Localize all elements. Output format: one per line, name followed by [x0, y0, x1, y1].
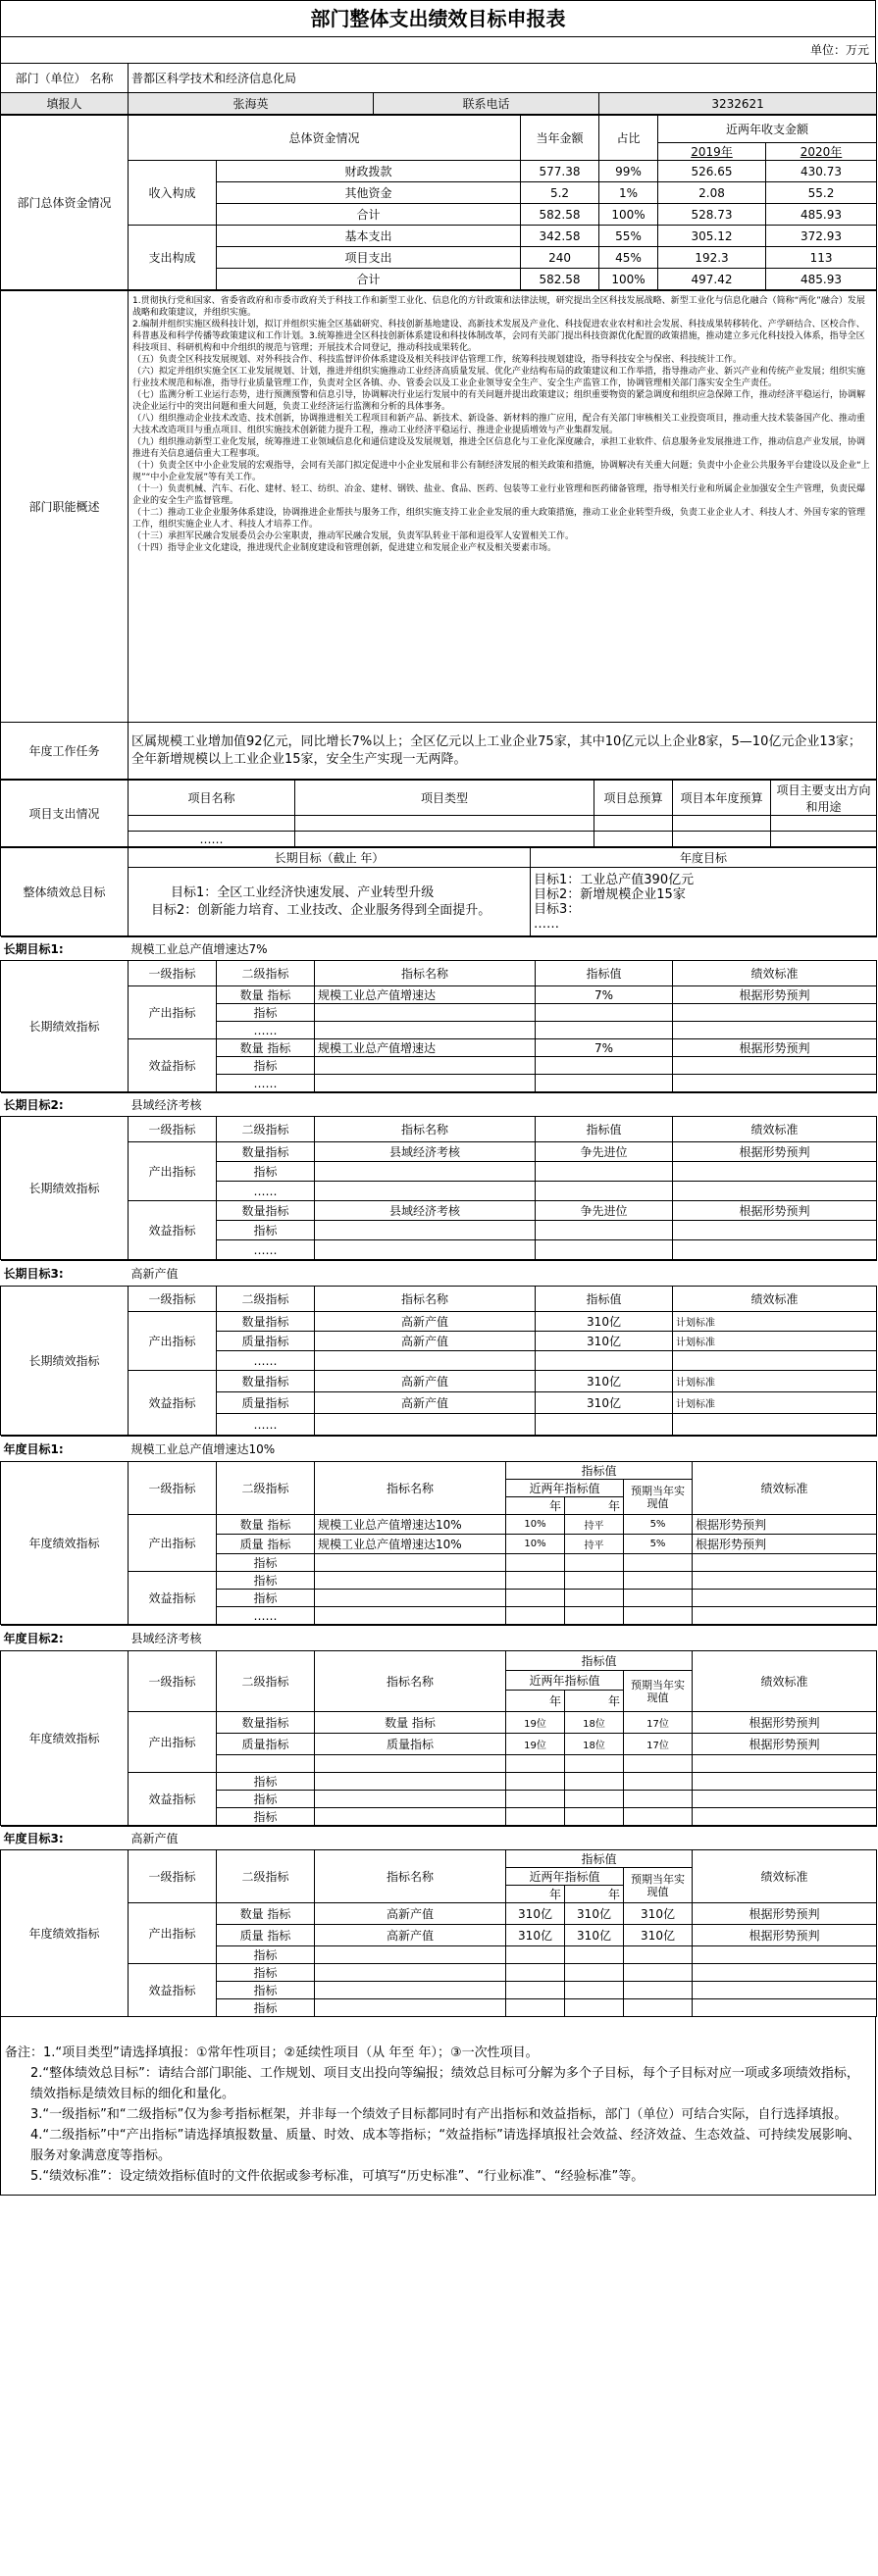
form-title: 部门整体支出绩效目标申报表: [0, 0, 876, 37]
income-row-y1: 2.08: [658, 182, 766, 204]
quantity-indicator: 数量指标: [217, 1312, 315, 1332]
benefit-indicator: 效益指标: [129, 1371, 217, 1436]
output-indicator: 产出指标: [129, 1515, 217, 1572]
quantity-indicator: 数量 指标: [217, 1039, 315, 1057]
more-row: ……: [217, 1607, 315, 1625]
duties-table: [0, 290, 877, 780]
projects-label: 项目支出情况: [1, 781, 129, 847]
indicator-standard: 计划标准: [673, 1332, 877, 1351]
indicator-name: 规模工业总产值增速达: [315, 986, 536, 1004]
indicator-blank: 指标: [217, 1791, 315, 1808]
expense-row-name: 基本支出: [217, 226, 521, 247]
long-goal-header: 长期目标（截止 年）: [129, 848, 531, 868]
ind-val-header: 指标值: [506, 1651, 693, 1671]
long-goals: [129, 868, 531, 936]
quality-indicator: 质量指标: [217, 1332, 315, 1351]
expected-val-header: 预期当年实现值: [624, 1671, 693, 1712]
indicator-name: 高新产值: [315, 1925, 506, 1946]
indicator-blank: 指标: [217, 1554, 315, 1572]
indicator-standard: 根据形势预判: [673, 1201, 877, 1221]
more-row: ……: [217, 1022, 315, 1039]
year-perf-label: 年度绩效指标: [1, 1462, 129, 1625]
phone-value: 3232621: [599, 93, 877, 115]
ind-name-header: 指标名称: [315, 1462, 506, 1515]
indicator-standard: 根据形势预判: [693, 1712, 877, 1734]
lvl1-header: 一级指标: [129, 1850, 217, 1903]
indicator-name: 质量指标: [315, 1734, 506, 1755]
long-goal-3-text: 高新产值: [129, 1261, 877, 1287]
ind-val-header: 指标值: [506, 1462, 693, 1480]
year-goal-2-head: 年度目标2:: [1, 1626, 129, 1651]
indicator-value: 310亿: [536, 1371, 673, 1392]
duties-text: [129, 291, 877, 723]
indicator-blank: 指标: [217, 1162, 315, 1182]
ind-val-header: 指标值: [506, 1850, 693, 1868]
duty-line: 2.编制并组织实施区级科技计划，拟订并组织实施全区基础研究、科技创新基地建设、高新技术发展及产业化、科技促进农业农村和社会发展、科技成果转移转化、产学研结合、区校合作、科普惠及和科学传播等政策建议和工作计划。3.统筹推进全区科技创新体系建设和科技体制改革，会同有关部门提出科技资源优化配置的政策措施，推动建立多元化科技投入体系，指导全区科技项目、科研机构和中介组织的规范与管理；开展技术合同登记，推动科技成果转化。: [132, 320, 865, 353]
income-row-name: 其他资金: [217, 182, 521, 204]
quantity-indicator: 数量指标: [217, 1142, 315, 1162]
project-direction-header: 项目主要支出方向和用途: [771, 781, 877, 816]
indicator-name: 高新产值: [315, 1392, 536, 1414]
duty-line: （十二）推动工业企业服务体系建设，协调推进企业帮扶与服务工作，组织实施支持工业企业发展的重大政策措施，推动工业企业转型升级，负责工业企业人才、科技人才、外国专家的管理工作，组织实施企业人才、科技人才培养工作。: [132, 508, 866, 530]
duty-line: （九）组织推动新型工业化发展，统筹推进工业领域信息化和通信建设及发展规划，推进全区信息化与工业化深度融合，承担工业软件、信息服务业发展推进工作，推动信息产业发展，协调推进有关信息通信重大工程事项。: [132, 437, 866, 459]
overall-goal-table: [0, 847, 877, 936]
indicator-blank: 指标: [217, 1773, 315, 1791]
expense-row-ratio: 45%: [599, 247, 658, 269]
note-line: 2.“整体绩效总目标”：请结合部门职能、工作规划、项目支出投向等编报；绩效总目标可分解为多个子目标，每个子目标对应一项或多项绩效指标，绩效指标是绩效目标的细化和量化。: [30, 2066, 859, 2101]
duty-line: （六）拟定并组织实施全区工业发展规划、计划，推进并组织实施推动工业经济高质量发展、优化产业结构布局的政策建议和工作举措，指导推动产业、新兴产业和传统产业发展；组织实施行业技术规范和标准，指导行业质量管理工作，负责对全区各镇、办、管委会以及工业企业领导安全生产、安全生产监管工作，协调管理相关部门落实安全生产责任。: [132, 367, 866, 388]
indicator-blank: 指标: [217, 1999, 315, 2017]
expense-total-amount: 582.58: [521, 269, 599, 290]
indicator-standard: 计划标准: [673, 1392, 877, 1414]
year-word: 年: [548, 1694, 561, 1708]
long-goal-1-head: 长期目标1:: [1, 937, 129, 961]
year-goal-line: 目标3：: [534, 901, 581, 917]
year-goal-2-table: [0, 1625, 877, 1826]
quantity-indicator: 数量 指标: [217, 1515, 315, 1535]
output-indicator: 产出指标: [129, 1312, 217, 1371]
income-total-name: 合计: [217, 204, 521, 226]
income-row-name: 财政拨款: [217, 161, 521, 182]
expense-total-ratio: 100%: [599, 269, 658, 290]
year-word: 年: [607, 1694, 620, 1708]
year-goal-1-table: [0, 1436, 877, 1625]
lvl2-header: 二级指标: [217, 1117, 315, 1142]
indicator-standard: 根据形势预判: [673, 1039, 877, 1057]
indicator-blank: 指标: [217, 1057, 315, 1075]
indicator-standard: 根据形势预判: [693, 1903, 877, 1925]
year1-header: 2019年: [658, 143, 766, 161]
income-row-ratio: 99%: [599, 161, 658, 182]
expense-row-ratio: 55%: [599, 226, 658, 247]
dept-value: 普都区科学技术和经济信息化局: [129, 64, 877, 93]
indicator-value: 310亿: [536, 1332, 673, 1351]
more-row: ……: [217, 1075, 315, 1092]
long-goal-1-table: [0, 936, 877, 1092]
income-row-amount: 5.2: [521, 182, 599, 204]
income-total-amount: 582.58: [521, 204, 599, 226]
indicator-v1: 10%: [506, 1535, 565, 1554]
recent-val-header: 近两年指标值: [506, 1671, 624, 1691]
indicator-v2: 持平: [565, 1515, 624, 1535]
note-line: 备注：1.“项目类型”请选择填报：①常年性项目；②延续性项目（从 年至 年）；③一次性项目。: [5, 2046, 539, 2060]
indicator-blank: 指标: [217, 1808, 315, 1826]
lvl2-header: 二级指标: [217, 1651, 315, 1712]
year-goal-line: 目标1：工业总产值390亿元: [534, 872, 695, 887]
indicator-blank: 指标: [217, 1004, 315, 1022]
std-header: 绩效标准: [693, 1651, 877, 1712]
income-label: 收入构成: [129, 161, 217, 226]
year-perf-label: 年度绩效指标: [1, 1651, 129, 1826]
year-word: 年: [548, 1888, 561, 1901]
lvl1-header: 一级指标: [129, 961, 217, 986]
year-perf-label: 年度绩效指标: [1, 1850, 129, 2017]
output-indicator: 产出指标: [129, 1142, 217, 1201]
duty-line: 1.贯彻执行党和国家、省委省政府和市委市政府关于科技工作和新型工业化、信息化的方针政策和法律法规，研究提出全区科技发展战略、新型工业化与信息化融合（简称“两化”融合）发展战略和政策建议，并组织实施。: [132, 296, 865, 318]
lvl1-header: 一级指标: [129, 1462, 217, 1515]
indicator-blank: 指标: [217, 1590, 315, 1607]
note-line: 5.“绩效标准”：设定绩效指标值时的文件依据或参考标准，可填写“历史标准”、“行业标准”、“经验标准”等。: [30, 2169, 645, 2184]
output-indicator: 产出指标: [129, 1712, 217, 1773]
duty-line: （五）负责全区科技发展规划、对外科技合作、科技监督评价体系建设及相关科技评估管理工作，统筹科技规划建设，指导科技安全与保密、科技统计工作。: [132, 355, 743, 365]
year-goal-3-text: 高新产值: [129, 1827, 877, 1850]
year-goal-3-table: [0, 1826, 877, 2017]
long-goal-3-table: [0, 1260, 877, 1436]
indicator-blank: 指标: [217, 1572, 315, 1590]
indicator-v1: 19位: [506, 1712, 565, 1734]
annual-task-label: 年度工作任务: [1, 723, 129, 780]
year-goal-1-head: 年度目标1:: [1, 1437, 129, 1462]
output-indicator: 产出指标: [129, 986, 217, 1039]
expected-val-header: 预期当年实现值: [624, 1480, 693, 1515]
expense-row-amount: 342.58: [521, 226, 599, 247]
quality-indicator: 质量 指标: [217, 1925, 315, 1946]
lvl1-header: 一级指标: [129, 1651, 217, 1712]
notes-section: [0, 2017, 876, 2196]
funds-section-label: 部门总体资金情况: [1, 116, 129, 290]
year-goal-line: 目标2：新增规模企业15家: [534, 886, 686, 902]
duties-label: 部门职能概述: [1, 291, 129, 723]
quantity-indicator: 数量 指标: [217, 986, 315, 1004]
long-goal-2-text: 县域经济考核: [129, 1093, 877, 1117]
year-goal-header: 年度目标: [531, 848, 877, 868]
indicator-v1: 10%: [506, 1515, 565, 1535]
income-total-ratio: 100%: [599, 204, 658, 226]
year-blank: [506, 1497, 565, 1515]
duty-line: （十一）负责机械、汽车、石化、建材、轻工、纺织、冶金、建材、钢铁、盐业、食品、医药、包装等工业行业管理和医药储备管理，指导相关行业和所属企业加强安全生产管理，负责民爆企业的安全生产监督管理。: [132, 484, 866, 506]
expense-label: 支出构成: [129, 226, 217, 290]
duty-line: （八）组织推动企业技术改造、技术创新，协调推进相关工程项目和新产品、新技术、新设备、新材料的推广应用，配合有关部门审核相关工业投资项目，推动重大技术装备国产化、推动重大技术改造项目与重点项目、组织实施技术创新能力提升工程，推动工业经济平稳运行、推进企业提质增效与产业集群发展。: [132, 414, 866, 435]
std-header: 绩效标准: [693, 1850, 877, 1903]
lvl2-header: 二级指标: [217, 1287, 315, 1312]
quantity-indicator: 数量指标: [217, 1712, 315, 1734]
quality-indicator: 质量 指标: [217, 1535, 315, 1554]
indicator-v2: 310亿: [565, 1925, 624, 1946]
quantity-indicator: 数量指标: [217, 1201, 315, 1221]
indicator-standard: 计划标准: [673, 1371, 877, 1392]
year-blank: [565, 1497, 624, 1515]
unit-label: 单位：万元: [0, 37, 876, 63]
indicator-name: 规模工业总产值增速达: [315, 1039, 536, 1057]
indicator-name: 高新产值: [315, 1371, 536, 1392]
indicator-standard: 根据形势预判: [693, 1535, 877, 1554]
lvl2-header: 二级指标: [217, 1462, 315, 1515]
expected-val-header: 预期当年实现值: [624, 1868, 693, 1903]
year-word: 年: [607, 1888, 620, 1901]
indicator-blank: 指标: [217, 1964, 315, 1982]
projects-more: ……: [129, 832, 295, 847]
duty-line: （七）监测分析工业运行态势，进行预测预警和信息引导，协调解决行业运行发展中的有关问题并提出政策建议；组织重要物资的紧急调度和组织应急保障工作，推动经济平稳运行，协调解决企业运行中的突出问题和重大问题，负责工业经济运行监测和分析的具体事务。: [132, 390, 866, 412]
expense-row-name: 项目支出: [217, 247, 521, 269]
std-header: 绩效标准: [673, 1287, 877, 1312]
expense-total-name: 合计: [217, 269, 521, 290]
income-row-y1: 526.65: [658, 161, 766, 182]
long-perf-label: 长期绩效指标: [1, 961, 129, 1092]
year-goal-3-head: 年度目标3:: [1, 1827, 129, 1850]
indicator-name: 规模工业总产值增速达10%: [315, 1515, 506, 1535]
indicator-value: 310亿: [536, 1312, 673, 1332]
indicator-value: 争先进位: [536, 1201, 673, 1221]
indicator-name: 高新产值: [315, 1903, 506, 1925]
projects-table: [0, 780, 877, 847]
benefit-indicator: 效益指标: [129, 1201, 217, 1260]
year-word: 年: [548, 1499, 561, 1513]
long-goal-line: 目标1：全区工业经济快速发展、产业转型升级: [171, 884, 435, 900]
curr-amount-header: 当年金额: [521, 116, 599, 161]
ratio-header: 占比: [599, 116, 658, 161]
income-row-ratio: 1%: [599, 182, 658, 204]
year-blank: [565, 1691, 624, 1712]
indicator-standard: 根据形势预判: [693, 1515, 877, 1535]
long-goal-3-head: 长期目标3:: [1, 1261, 129, 1287]
indicator-blank: 指标: [217, 1946, 315, 1964]
long-goal-line: 目标2：创新能力培育、工业技改、企业服务得到全面提升。: [151, 902, 491, 918]
indicator-value: 争先进位: [536, 1142, 673, 1162]
year-goal-line: ……: [534, 916, 559, 932]
ind-name-header: 指标名称: [315, 1117, 536, 1142]
ind-val-header: 指标值: [536, 961, 673, 986]
long-goal-2-table: [0, 1092, 877, 1260]
indicator-v2: 持平: [565, 1535, 624, 1554]
indicator-name: 县域经济考核: [315, 1142, 536, 1162]
income-total-y2: 485.93: [766, 204, 877, 226]
year-blank: [506, 1886, 565, 1903]
ind-name-header: 指标名称: [315, 961, 536, 986]
quantity-indicator: 数量 指标: [217, 1903, 315, 1925]
benefit-indicator: 效益指标: [129, 1039, 217, 1092]
income-total-y1: 528.73: [658, 204, 766, 226]
filler-label: 填报人: [1, 93, 129, 115]
benefit-indicator: 效益指标: [129, 1964, 217, 2017]
more-row: ……: [217, 1182, 315, 1201]
output-indicator: 产出指标: [129, 1903, 217, 1964]
indicator-standard: 根据形势预判: [673, 986, 877, 1004]
note-line: 3.“一级指标”和“二级指标”仅为参考指标框架，并非每一个绩效子目标都同时有产出指标和效益指标，部门（单位）可结合实际，自行选择填报。: [30, 2107, 848, 2122]
indicator-v3: 5%: [624, 1515, 693, 1535]
indicator-standard: 根据形势预判: [673, 1142, 877, 1162]
long-goal-1-text: 规模工业总产值增速达7%: [129, 937, 877, 961]
lvl1-header: 一级指标: [129, 1287, 217, 1312]
indicator-name: 规模工业总产值增速达10%: [315, 1535, 506, 1554]
year-blank: [565, 1886, 624, 1903]
duty-line: （十）负责全区中小企业发展的宏观指导，会同有关部门拟定促进中小企业发展和非公有制经济发展的相关政策和措施，协调解决有关重大问题；负责中小企业公共服务平台建设以及企业“上规”“中小企业发展”等有关工作。: [132, 461, 870, 482]
ind-val-header: 指标值: [536, 1287, 673, 1312]
recent-val-header: 近两年指标值: [506, 1480, 624, 1497]
indicator-v3: 17位: [624, 1712, 693, 1734]
indicator-blank: 指标: [217, 1221, 315, 1240]
project-year-budget-header: 项目本年度预算: [673, 781, 771, 816]
expense-row-amount: 240: [521, 247, 599, 269]
overall-goal-label: 整体绩效总目标: [1, 848, 129, 936]
indicator-v3: 17位: [624, 1734, 693, 1755]
year-goal-1-text: 规模工业总产值增速达10%: [129, 1437, 877, 1462]
std-header: 绩效标准: [673, 961, 877, 986]
indicator-value: 7%: [536, 1039, 673, 1057]
indicator-v2: 310亿: [565, 1903, 624, 1925]
lvl2-header: 二级指标: [217, 961, 315, 986]
long-perf-label: 长期绩效指标: [1, 1117, 129, 1260]
expense-row-y2: 113: [766, 247, 877, 269]
year2-header: 2020年: [766, 143, 877, 161]
recent-header: 近两年收支金额: [658, 116, 877, 143]
filler-name: 张海英: [129, 93, 374, 115]
indicator-standard: 计划标准: [673, 1312, 877, 1332]
std-header: 绩效标准: [673, 1117, 877, 1142]
indicator-blank: 指标: [217, 1982, 315, 1999]
indicator-value: 310亿: [536, 1392, 673, 1414]
indicator-standard: 根据形势预判: [693, 1925, 877, 1946]
more-row: ……: [217, 1414, 315, 1436]
more-row: ……: [217, 1240, 315, 1260]
funds-total-header: 总体资金情况: [129, 116, 521, 161]
year-blank: [506, 1691, 565, 1712]
indicator-v3: 5%: [624, 1535, 693, 1554]
indicator-name: 数量 指标: [315, 1712, 506, 1734]
indicator-standard: 根据形势预判: [693, 1734, 877, 1755]
annual-task-text: 区属规模工业增加值92亿元，同比增长7%以上；全区亿元以上工业企业75家，其中10亿元以上企业8家，5—10亿元企业13家；全年新增规模以上工业企业15家，安全生产实现一无两降。: [129, 723, 877, 780]
indicator-v1: 19位: [506, 1734, 565, 1755]
ind-name-header: 指标名称: [315, 1850, 506, 1903]
indicator-v1: 310亿: [506, 1903, 565, 1925]
dept-info-table: [0, 63, 877, 115]
benefit-indicator: 效益指标: [129, 1572, 217, 1625]
phone-label: 联系电话: [374, 93, 599, 115]
dept-label: 部门（单位） 名称: [1, 64, 129, 93]
expense-total-y1: 497.42: [658, 269, 766, 290]
quality-indicator: 质量指标: [217, 1392, 315, 1414]
indicator-name: 高新产值: [315, 1312, 536, 1332]
funds-table: [0, 115, 877, 290]
expense-row-y1: 305.12: [658, 226, 766, 247]
quantity-indicator: 数量指标: [217, 1371, 315, 1392]
benefit-indicator: 效益指标: [129, 1773, 217, 1826]
lvl1-header: 一级指标: [129, 1117, 217, 1142]
expense-total-y2: 485.93: [766, 269, 877, 290]
project-budget-header: 项目总预算: [594, 781, 673, 816]
std-header: 绩效标准: [693, 1462, 877, 1515]
income-row-y2: 55.2: [766, 182, 877, 204]
lvl2-header: 二级指标: [217, 1850, 315, 1903]
expense-row-y2: 372.93: [766, 226, 877, 247]
more-row: ……: [217, 1351, 315, 1371]
quality-indicator: 质量指标: [217, 1734, 315, 1755]
expense-row-y1: 192.3: [658, 247, 766, 269]
year-word: 年: [607, 1499, 620, 1513]
indicator-v3: 310亿: [624, 1925, 693, 1946]
long-goal-2-head: 长期目标2:: [1, 1093, 129, 1117]
indicator-v2: 18位: [565, 1712, 624, 1734]
year-goals: [531, 868, 877, 936]
indicator-name: 县域经济考核: [315, 1201, 536, 1221]
duty-line: （十四）指导企业文化建设，推进现代企业制度建设和管理创新，促进建立和发展企业产权及相关要素市场。: [132, 543, 557, 553]
ind-name-header: 指标名称: [315, 1287, 536, 1312]
duty-line: （十三）承担军民融合发展委员会办公室职责，推动军民融合发展，负责军队转业干部和退役军人安置相关工作。: [132, 531, 575, 541]
recent-val-header: 近两年指标值: [506, 1868, 624, 1886]
ind-name-header: 指标名称: [315, 1651, 506, 1712]
long-perf-label: 长期绩效指标: [1, 1287, 129, 1436]
indicator-v2: 18位: [565, 1734, 624, 1755]
indicator-v1: 310亿: [506, 1925, 565, 1946]
indicator-name: 高新产值: [315, 1332, 536, 1351]
project-type-header: 项目类型: [295, 781, 594, 816]
indicator-v3: 310亿: [624, 1903, 693, 1925]
income-row-amount: 577.38: [521, 161, 599, 182]
ind-val-header: 指标值: [536, 1117, 673, 1142]
income-row-y2: 430.73: [766, 161, 877, 182]
project-name-header: 项目名称: [129, 781, 295, 816]
year-goal-2-text: 县域经济考核: [129, 1626, 877, 1651]
note-line: 4.“二级指标”中“产出指标”请选择填报数量、质量、时效、成本等指标；“效益指标”请选择填报社会效益、经济效益、生态效益、可持续发展影响、服务对象满意度等指标。: [30, 2128, 860, 2163]
indicator-value: 7%: [536, 986, 673, 1004]
